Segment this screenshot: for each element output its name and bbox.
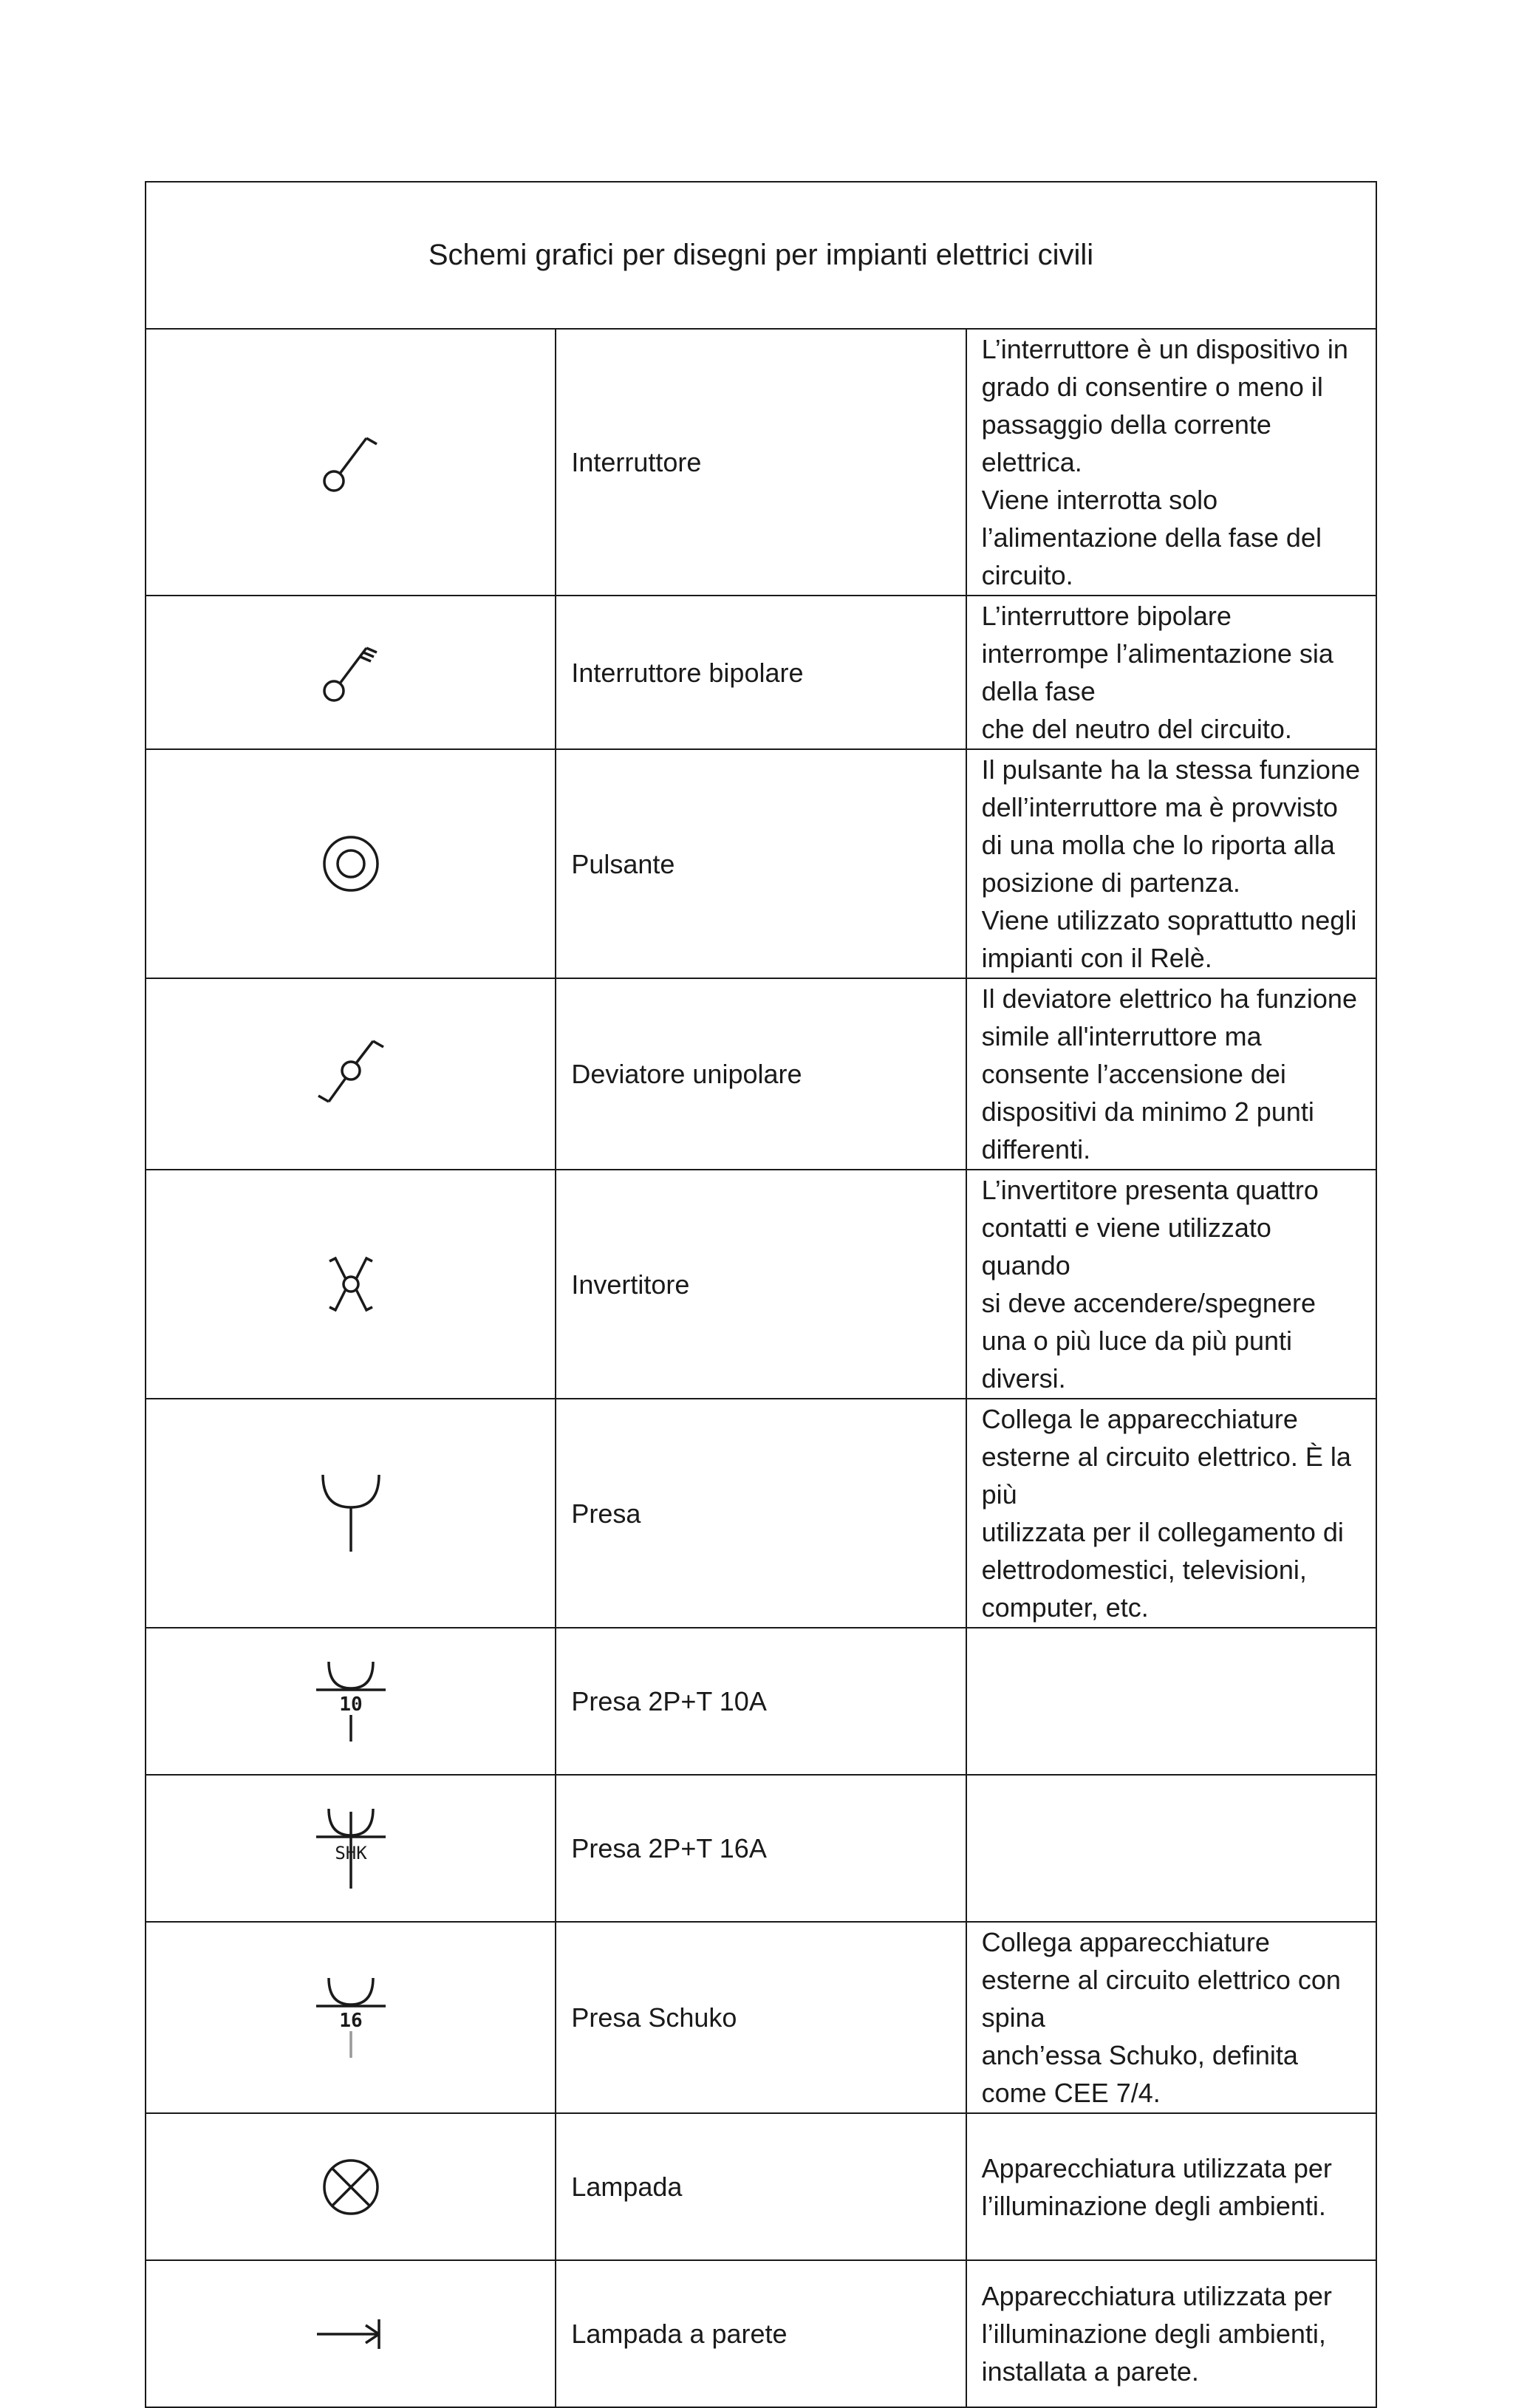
symbol-cell — [146, 1170, 556, 1399]
lampada-a-parete-symbol-icon — [314, 2312, 388, 2356]
table-row — [146, 2113, 1376, 2260]
symbol-description: Il pulsante ha la stessa funzione dell’interruttore ma è provvisto di una molla che lo riporta alla posizione di partenza. Viene utilizzato soprattutto negli impianti con il Relè. — [966, 749, 1376, 978]
table-row — [146, 978, 1376, 1170]
presa-2pt-10a-symbol-icon — [310, 1657, 392, 1746]
pulsante-symbol-icon — [318, 830, 384, 897]
symbol-cell — [146, 596, 556, 749]
table-row — [146, 329, 1376, 596]
symbol-description: Collega apparecchiature esterne al circuito elettrico con spina anch’essa Schuko, definita come CEE 7/4. — [966, 1922, 1376, 2113]
table-row — [146, 749, 1376, 978]
table-row — [146, 1628, 1376, 1775]
symbol-description: L’interruttore bipolare interrompe l’alimentazione sia della fase che del neutro del circuito. — [966, 596, 1376, 749]
symbol-description — [966, 1775, 1376, 1922]
symbol-description: Apparecchiatura utilizzata per l’illuminazione degli ambienti. — [966, 2113, 1376, 2260]
symbol-name: Invertitore — [556, 1170, 966, 1399]
table-row — [146, 1170, 1376, 1399]
symbol-name: Pulsante — [556, 749, 966, 978]
symbol-description — [966, 1628, 1376, 1775]
symbol-description: Il deviatore elettrico ha funzione simile all'interruttore ma consente l’accensione dei dispositivi da minimo 2 punti differenti. — [966, 978, 1376, 1170]
symbol-cell — [146, 1399, 556, 1628]
lampada-symbol-icon — [318, 2154, 384, 2220]
table-row — [146, 2260, 1376, 2407]
table-row — [146, 1399, 1376, 1628]
symbol-name: Interruttore — [556, 329, 966, 596]
symbol-cell — [146, 1775, 556, 1922]
symbol-cell — [146, 2260, 556, 2407]
symbol-name: Deviatore unipolare — [556, 978, 966, 1170]
symbol-description: Collega le apparecchiature esterne al circuito elettrico. È la più utilizzata per il collegamento di elettrodomestici, televisioni, computer, etc. — [966, 1399, 1376, 1628]
interruttore-symbol-icon — [318, 429, 384, 496]
symbol-cell — [146, 2113, 556, 2260]
svg-text:SHK: SHK — [334, 1842, 367, 1863]
symbol-name: Lampada a parete — [556, 2260, 966, 2407]
svg-text:10: 10 — [339, 1693, 363, 1716]
svg-text:16: 16 — [339, 2009, 363, 2032]
interruttore-bipolare-symbol-icon — [318, 639, 384, 706]
symbol-name: Presa 2P+T 16A — [556, 1775, 966, 1922]
symbols-table — [145, 181, 1377, 2408]
symbol-cell — [146, 1628, 556, 1775]
table-row — [146, 1775, 1376, 1922]
table-row — [146, 596, 1376, 749]
symbol-description: L’interruttore è un dispositivo in grado di consentire o meno il passaggio della corrente elettrica. Viene interrotta solo l’alimentazione della fase del circuito. — [966, 329, 1376, 596]
symbol-cell — [146, 749, 556, 978]
symbol-name: Presa 2P+T 10A — [556, 1628, 966, 1775]
presa-2pt-16a-symbol-icon — [310, 1804, 392, 1893]
presa-symbol-icon — [314, 1469, 388, 1558]
presa-schuko-symbol-icon — [310, 1974, 392, 2062]
deviatore-symbol-icon — [314, 1034, 388, 1115]
document-page — [145, 181, 1377, 2408]
symbol-cell — [146, 1922, 556, 2113]
symbol-cell — [146, 978, 556, 1170]
symbol-description: L’invertitore presenta quattro contatti e viene utilizzato quando si deve accendere/spegnere una o più luce da più punti diversi. — [966, 1170, 1376, 1399]
table-title: Schemi grafici per disegni per impianti elettrici civili — [146, 182, 1376, 329]
symbol-description: Apparecchiatura utilizzata per l’illuminazione degli ambienti, installata a parete. — [966, 2260, 1376, 2407]
invertitore-symbol-icon — [318, 1251, 384, 1317]
symbol-cell — [146, 329, 556, 596]
symbol-name: Presa Schuko — [556, 1922, 966, 2113]
symbol-name: Lampada — [556, 2113, 966, 2260]
symbol-name: Presa — [556, 1399, 966, 1628]
table-row — [146, 1922, 1376, 2113]
symbol-name: Interruttore bipolare — [556, 596, 966, 749]
